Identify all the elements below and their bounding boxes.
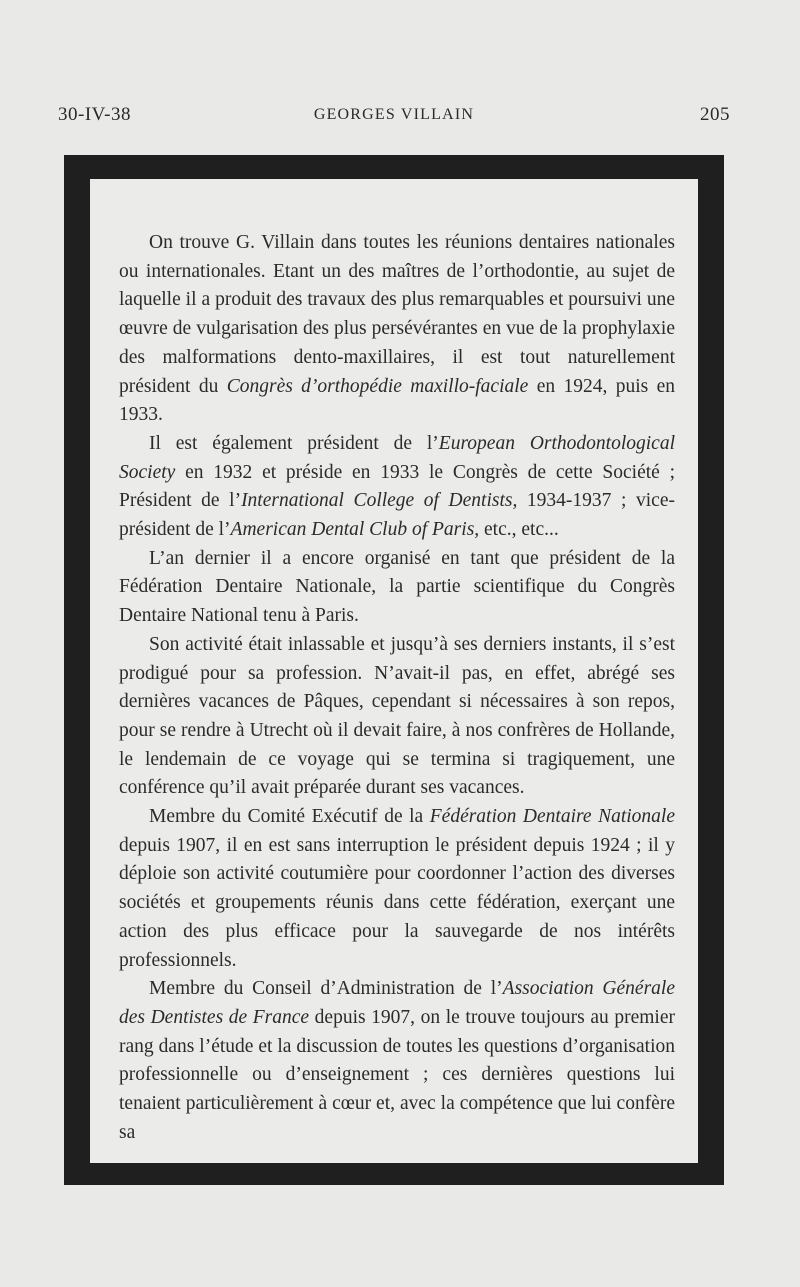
text-panel	[90, 179, 698, 1163]
text-run: On trouve G. Villain dans toutes les réunions dentaires nationales ou internationales. Etant un des maîtres de l’orthodontie, au sujet de laquelle il a produit des travaux des plus remarquables et poursuivi une œuvre de vulgarisation des plus persévérantes en vue de la prophylaxie des malformations dento-maxillaires, il est tout naturellement président du	[119, 232, 675, 397]
running-header	[58, 104, 730, 134]
paragraph	[119, 430, 675, 545]
text-run: L’an dernier il a encore organisé en tant que président de la Fédération Dentaire Nationale, la partie scientifique du Congrès Dentaire National tenu à Paris.	[119, 547, 675, 627]
text-run: Son activité était inlassable et jusqu’à ses derniers instants, il s’est prodigué pour sa profession. N’avait-il pas, en effet, abrégé ses dernières vacances de Pâques, cependant si nécessaires à son repos, pour se rendre à Utrecht où il devait faire, à nos confrères de Hollande, le lendemain de ce voyage qui se termina si tragiquement, une conférence qu’il avait préparée durant ses vacances.	[119, 633, 675, 799]
body-text	[119, 229, 675, 1148]
header-title: GEORGES VILLAIN	[313, 106, 475, 123]
italic-title: Congrès d’orthopédie maxillo-faciale	[226, 375, 529, 397]
text-run: Il est également président de l’	[149, 432, 439, 454]
text-run: en 1924, puis en 1933.	[119, 375, 675, 426]
header-date: 30-IV-38	[58, 104, 131, 125]
text-run: Membre du Comité Exécutif de la	[149, 806, 430, 828]
text-run: etc., etc...	[479, 519, 559, 541]
italic-title: European Orthodontological Society	[119, 432, 675, 483]
italic-title: American Dental Club of Paris,	[230, 519, 480, 541]
paragraph	[119, 803, 675, 975]
text-run: depuis 1907, on le trouve toujours au premier rang dans l’étude et la discussion de toutes les questions d’organisation professionnelle ou d’enseignement ; ces dernières questions lui tenaient particulièrement à cœur et, avec la compétence que lui confère sa	[119, 1006, 675, 1143]
paragraph	[119, 975, 675, 1147]
text-run: depuis 1907, il en est sans interruption le président depuis 1924 ; il y déploie son activité coutumière pour coordonner l’action des diverses sociétés et groupements réunis dans cette fédération, exerçant une action des plus efficace pour la sauvegarde de nos intérêts professionnels.	[119, 834, 675, 971]
italic-title: Association Générale des Dentistes de France	[119, 978, 675, 1028]
text-run: Membre du Conseil d’Administration de l’	[149, 978, 503, 1000]
italic-title: Fédération Dentaire Nationale	[429, 806, 675, 828]
paragraph	[119, 229, 675, 430]
text-run: 1934-1937 ; vice-président de l’	[119, 490, 675, 541]
paragraph	[119, 631, 675, 803]
text-run: en 1932 et préside en 1933 le Congrès de cette Société ; Président de l’	[119, 461, 675, 512]
page-number: 205	[700, 104, 730, 125]
mourning-border	[64, 155, 724, 1185]
italic-title: International College of Dentists,	[241, 490, 518, 512]
paragraph	[119, 545, 675, 631]
